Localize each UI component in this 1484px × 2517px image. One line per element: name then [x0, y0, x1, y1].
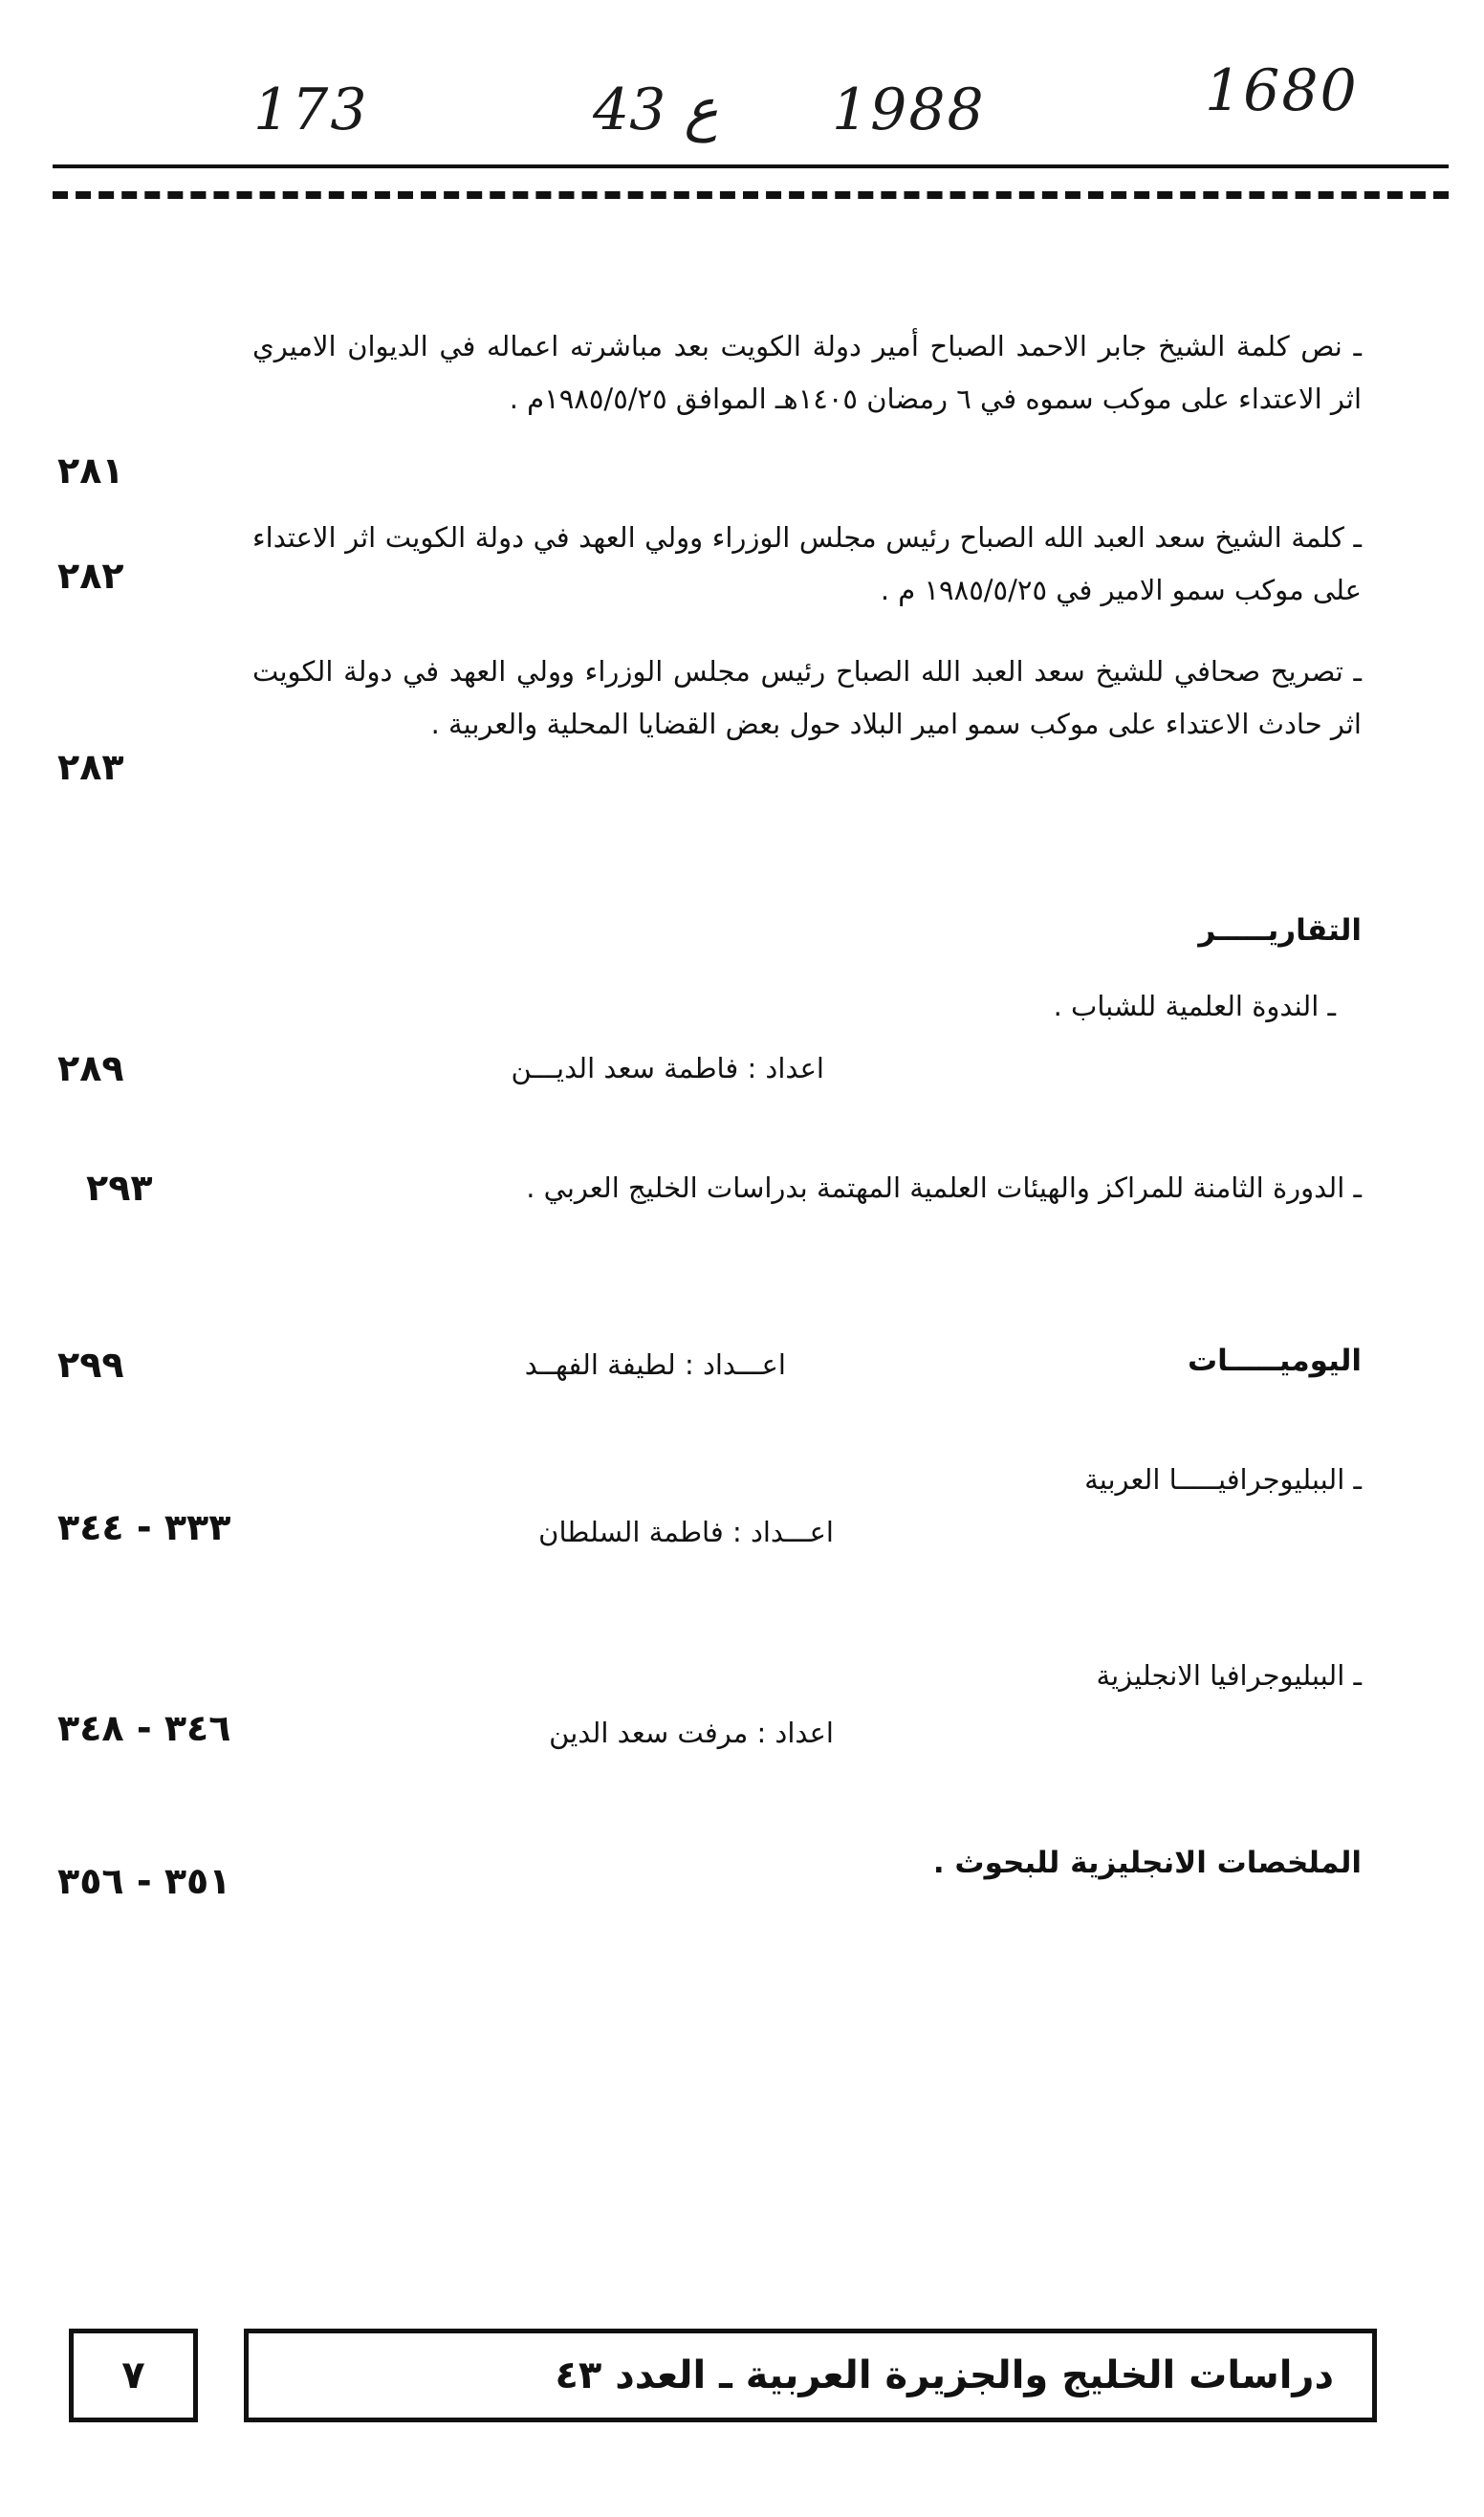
footer-journal-box — [244, 2329, 1377, 2422]
bibliography-author: اعـــداد : فاطمة السلطان — [538, 1516, 834, 1548]
bibliography-author: اعداد : مرفت سعد الدين — [549, 1717, 834, 1749]
page-number: ٢٨١ — [57, 449, 124, 492]
entry-text: تصريح صحافي للشيخ سعد العبد الله الصباح رئيس مجلس الوزراء وولي العهد في دولة الكويت اثر حادث الاعتداء على موكب سمو امير البلاد حول بعض القضايا المحلية والعربية . — [252, 655, 1362, 740]
header-dashed-rule — [53, 191, 1449, 199]
bibliography-title: ـ الببليوجرافيـــــا العربية — [1084, 1463, 1362, 1496]
report-title: ـ الدورة الثامنة للمراكز والهيئات العلمية المهتمة بدراسات الخليج العربي . — [526, 1171, 1362, 1204]
toc-entry — [252, 320, 1362, 426]
page-range: ٣٣٣ - ٣٤٤ — [57, 1506, 231, 1548]
page-number: ٢٩٣ — [86, 1167, 153, 1209]
entry-dash: ـ — [1353, 655, 1363, 688]
section-heading-diaries: اليوميـــــات — [1188, 1344, 1362, 1378]
report-author: اعداد : فاطمة سعد الديـــن — [511, 1052, 824, 1084]
section-heading-reports: التقاريـــــر — [1198, 913, 1362, 948]
entry-text: كلمة الشيخ سعد العبد الله الصباح رئيس مجلس الوزراء وولي العهد في دولة الكويت اثر الاعتداء على موكب سمو الامير في ١٩٨٥/٥/٢٥ م . — [252, 521, 1362, 606]
footer-page-box — [69, 2329, 198, 2422]
toc-entry — [252, 646, 1362, 751]
handwritten-annotation: 1680 — [1205, 57, 1359, 124]
entry-dash: ـ — [1353, 521, 1362, 554]
toc-entry — [252, 512, 1362, 617]
page-range: ٣٥١ - ٣٥٦ — [57, 1860, 231, 1902]
page-number: ٢٨٢ — [57, 555, 124, 597]
page-number: ٢٨٩ — [57, 1047, 124, 1089]
footer-journal-title: دراسات الخليج والجزيرة العربية ـ العدد ٤٣ — [555, 2353, 1334, 2397]
entry-dash: ـ — [1353, 330, 1362, 362]
header-rule — [53, 164, 1449, 168]
footer-page-number: ٧ — [121, 2353, 145, 2397]
handwritten-annotation: 1988 — [832, 77, 986, 143]
diaries-author: اعـــداد : لطيفة الفهــد — [524, 1348, 786, 1381]
report-title: ـ الندوة العلمية للشباب . — [1053, 990, 1336, 1022]
entry-text: نص كلمة الشيخ جابر الاحمد الصباح أمير دولة الكويت بعد مباشرته اعماله في الديوان الاميري اثر الاعتداء على موكب سموه في ٦ رمضان ١٤٠٥هـ الموافق ١٩٨٥/٥/٢٥م . — [252, 330, 1362, 415]
bibliography-title: ـ الببليوجرافيا الانجليزية — [1096, 1659, 1362, 1692]
section-heading-abstracts: الملخصات الانجليزية للبحوث . — [932, 1846, 1362, 1880]
page-number: ٢٩٩ — [57, 1344, 124, 1386]
page-number: ٢٨٣ — [57, 746, 124, 788]
page-range: ٣٤٦ - ٣٤٨ — [57, 1707, 231, 1749]
handwritten-annotation: 173 — [253, 77, 369, 143]
handwritten-annotation: 43 ع — [593, 77, 719, 143]
